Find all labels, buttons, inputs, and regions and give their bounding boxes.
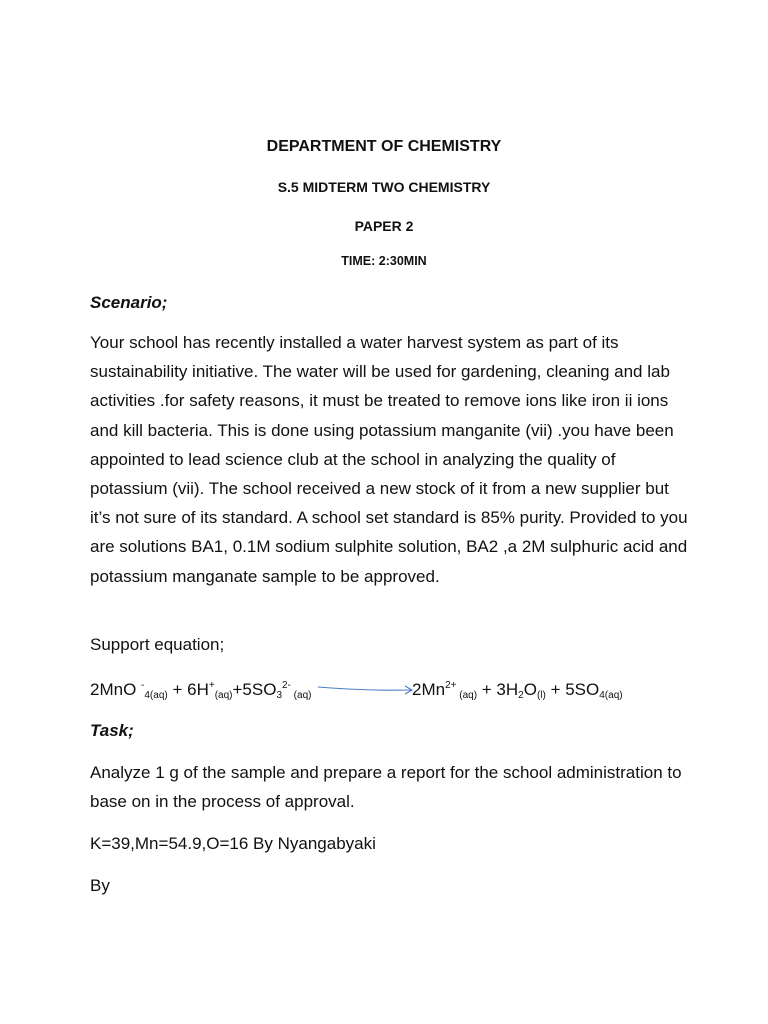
equation-products: $2Mn^{2+}$ $_{(aq)} + 3H_2O_{(l)} + 5SO_{4(aq)}$	[412, 680, 623, 701]
reaction-arrow-icon	[316, 677, 416, 703]
exam-title: S.5 MIDTERM TWO CHEMISTRY	[277, 179, 491, 195]
support-equation-label: Support equation;	[90, 635, 225, 654]
scenario-paragraph: Your school has recently installed a water harvest system as part of its sustainability initiative. The water will be used for gardening, cleaning and lab activities .for safety reasons, it must be treated to remove ions like iron ii ions and kill bacteria. This is done using potassium manganite (vii) .you have been appointed to lead science club at the school in analyzing the quality of potassium (vii). The school received a new stock of it from a new supplier but it’s not sure of its standard. A school set standard is 85% purity. Provided to you are solutions BA1, 0.1M sodium sulphite solution, BA2 ,a 2M sulphuric acid and potassium manganate sample to be approved.	[90, 333, 688, 586]
paper-number: PAPER 2	[354, 218, 414, 234]
scenario-label: Scenario;	[90, 293, 168, 312]
department-heading: DEPARTMENT OF CHEMISTRY	[266, 138, 502, 155]
task-paragraph: Analyze 1 g of the sample and prepare a report for the school administration to base on in the process of approval.	[90, 763, 682, 812]
atomic-masses-line: K=39,Mn=54.9,O=16 By Nyangabyaki	[90, 834, 376, 853]
task-label: Task;	[90, 721, 134, 740]
equation-reactants: 2MnO $^-_{4(aq)} + 6H^+_{(aq)}+5SO_3^{2-}$ $_{(aq)}$	[90, 680, 312, 701]
redox-equation	[90, 673, 710, 707]
time-allowed: TIME: 2:30MIN	[341, 254, 427, 268]
by-line: By	[90, 876, 110, 895]
